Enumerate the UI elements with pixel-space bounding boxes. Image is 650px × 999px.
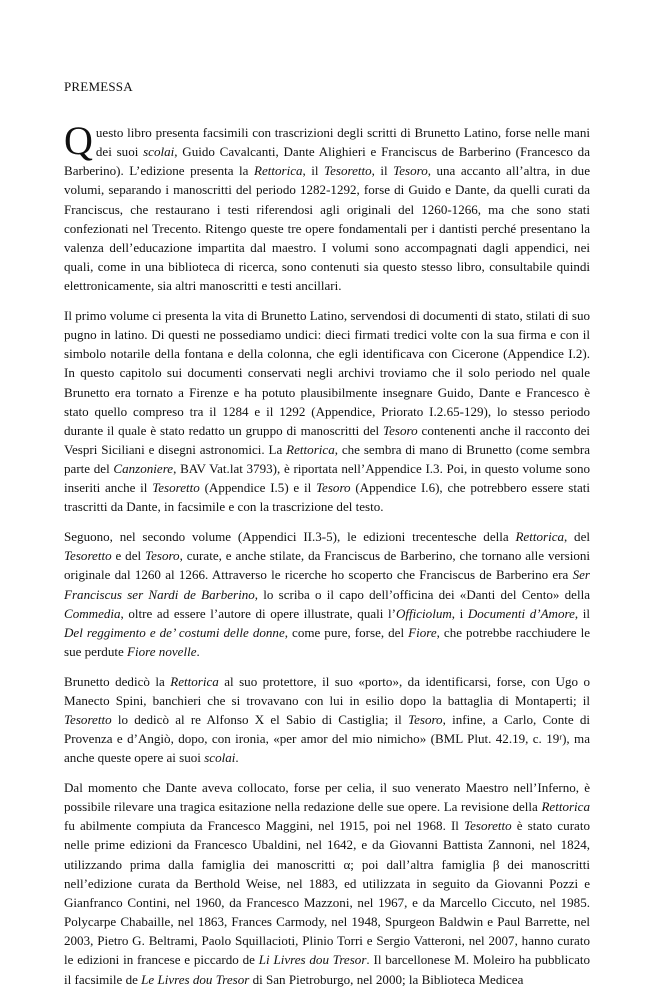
text-run: , Guido Cavalcanti, Dante Alighieri e Franciscus de Barberino (Francesco da Barberino). L’edizione presenta la: [64, 144, 590, 179]
italic-text: Tesoro: [408, 712, 443, 728]
paragraph: [64, 527, 590, 661]
text-run: , una accanto all’altra, in due volumi, separando i manoscritti del periodo 1282-1292, forse di Guido e Dante, da quelli curati da Franciscus, che restaurano i testi riferendosi agli originali del 1260-1266, ma che sono stati confezionati nel Trecento. Ritengo queste tre opere fondamentali per i dantisti perché presentano la valenza dell’educazione impartita dal maestro. I volumi sono accompagnati dagli appendici, nei quali, come in una biblioteca di ricerca, sono contenuti sia questo stesso libro, consultabile quindi elettronicamente, sia altri manoscritti e testi ancillari.: [64, 163, 590, 294]
text-run: .: [196, 644, 200, 660]
italic-text: scolai: [143, 144, 175, 160]
italic-text: Tesoro: [316, 480, 351, 496]
text-run: Dal momento che Dante aveva collocato, forse per celia, il suo venerato Maestro nell’Inferno, è possibile rilevare una tragica esitazione nella redazione delle sue opere. La revisione della: [64, 780, 590, 815]
text-run: di San Pietroburgo, nel 2000; la Biblioteca Medicea: [249, 971, 524, 987]
paragraph: [64, 306, 590, 517]
italic-text: Rettorica: [253, 163, 303, 179]
italic-text: Fiore novelle: [127, 644, 197, 660]
text-run: , i: [451, 605, 468, 621]
italic-text: Rettorica: [286, 442, 335, 457]
text-run: è stato curato nelle prime edizioni da Francesco Ubaldini, nel 1642, e da Giovanni Battista Zannoni, nel 1824, utilizzando prima dalla famiglia dei manoscritti α; poi dall’altra famiglia β dei manoscritti nell’edizione curata da Berthold Weise, nel 1883, ed utilizzata in seguito da Giovanni Pozzi e Gianfranco Contini, nel 1960, da Francesco Mazzoni, nel 1967, e da Marcello Ciccuto, nel 1985. Polycarpe Chabaille, nel 1863, Frances Carmody, nel 1948, Spurgeon Baldwin e Paul Barrette, nel 2003, Pietro G. Beltrami, Paolo Squillacioti, Plinio Torri e Sergio Vatteroni, nel 2007, hanno curato le edizioni in francese e piccardo de: [64, 818, 590, 968]
italic-text: Fiore: [408, 624, 437, 640]
text-run: , oltre ad essere l’autore di opere illustrate, quali l’: [120, 605, 396, 621]
text-run: , curate, e anche stilate, da Franciscus de Barberino, che tornano alle versioni originale dal 1260 al 1266. Attraverso le ricerche ho scoperto che Franciscus de Barberino era: [64, 548, 590, 583]
text-run: Il primo volume ci presenta la vita di Brunetto Latino, servendosi di documenti di stato, stilati di suo pugno in latino. Di questi ne possediamo undici: dieci firmati tredici volte con la sua firma e con il simbolo notarile della fontana e della colonna, che egli identificava con Cicerone (Appendice I.2). In questo capitolo sui documenti conservati negli archivi troviamo che il solo periodo nel quale Brunetto era tornato a Firenze e ha potuto plausibilmente insegnare Guido, Dante e Francesco è stato quello compreso tra il 1284 e il 1292 (Appendice, Priorato I.2.65-129), lo stesso periodo durante il quale è stato redatto un gruppo di manoscritti del: [64, 307, 590, 438]
text-run: , che sembra di mano di Brunetto (come sembra parte del: [64, 442, 590, 477]
italic-text: Rettorica: [170, 673, 219, 689]
text-run: , il: [371, 163, 394, 179]
text-run: e del: [111, 548, 146, 564]
italic-text: Tesoro: [145, 548, 180, 564]
italic-text: Tesoro: [393, 163, 428, 179]
drop-cap: Q: [64, 118, 93, 163]
italic-text: Commedia: [64, 605, 121, 621]
italic-text: scolai: [204, 750, 236, 766]
italic-text: Ser Franciscus ser Nardi de Barberino: [64, 567, 590, 602]
text-run: .: [235, 750, 239, 766]
paragraph: [64, 672, 590, 768]
text-run: (Appendice I.6), che potrebbero essere stati trascritti da Dante, in facsimile e con la trascrizione del testo.: [64, 480, 590, 515]
italic-text: Canzoniere: [113, 461, 174, 477]
italic-text: Officiolum: [395, 605, 452, 621]
text-run: contenenti anche il racconto dei Vespri Siciliani e disegni astronomici. La: [64, 422, 591, 457]
paragraph: [64, 118, 590, 295]
page-title: PREMESSA: [64, 79, 133, 94]
text-run: , il: [574, 605, 590, 621]
text-run: , il: [302, 163, 325, 179]
paragraph: [64, 778, 590, 989]
italic-text: Tesoretto: [324, 163, 372, 179]
text-run: Seguono, nel secondo volume (Appendici II.3-5), le edizioni trecentesche della: [64, 529, 516, 545]
italic-text: Tesoretto: [64, 548, 112, 564]
text-run: , lo scriba o il capo dell’officina dei «Danti del Cento» della: [254, 586, 590, 602]
text-run: , che potrebbe racchiudere le sue perdute: [64, 624, 590, 660]
italic-text: Rettorica: [541, 799, 590, 815]
text-run: lo dedicò al re Alfonso X el Sabio di Castiglia; il: [111, 712, 409, 728]
text-run: uesto libro presenta facsimili con trascrizioni degli scritti di Brunetto Latino, forse nelle mani dei suoi: [95, 125, 590, 160]
italic-text: Rettorica: [515, 529, 565, 545]
text-run: fu abilmente compiuta da Francesco Maggini, nel 1915, poi nel 1968. Il: [64, 818, 465, 834]
italic-text: Tesoretto: [464, 818, 512, 834]
italic-text: Li Livres dou Tresor: [258, 952, 367, 968]
italic-text: Tesoretto: [64, 712, 112, 728]
text-run: , del: [564, 529, 590, 545]
text-run: , infine, a Carlo, Conte di Provenza e d’Angiò, dopo, con ironia, «per amor del mio nimicho» (BML Plut. 42.19, c. 19ʳ), ma anche queste opere ai suoi: [64, 712, 590, 766]
italic-text: Documenti d’Amore: [467, 605, 575, 621]
italic-text: Tesoro: [383, 422, 418, 438]
document-body: [64, 118, 591, 999]
text-run: al suo protettore, il suo «porto», da identificarsi, forse, con Ugo o Manecto Spini, banchieri che si trovavano con lui in esilio dopo la battaglia di Montaperti; il: [64, 673, 590, 708]
text-run: , come pure, forse, del: [284, 624, 409, 640]
text-run: . Il barcellonese M. Moleiro ha pubblicato il facsimile de: [64, 952, 591, 987]
text-run: , BAV Vat.lat 3793), è riportata nell’Appendice I.3. Poi, in questo volume sono inseriti anche il: [64, 461, 590, 496]
italic-text: Tesoretto: [152, 480, 200, 496]
text-run: Brunetto dedicò la: [64, 673, 171, 689]
italic-text: Del reggimento e de’ costumi delle donne: [64, 624, 285, 640]
italic-text: Le Livres dou Tresor: [141, 971, 250, 987]
text-run: (Appendice I.5) e il: [199, 480, 316, 496]
